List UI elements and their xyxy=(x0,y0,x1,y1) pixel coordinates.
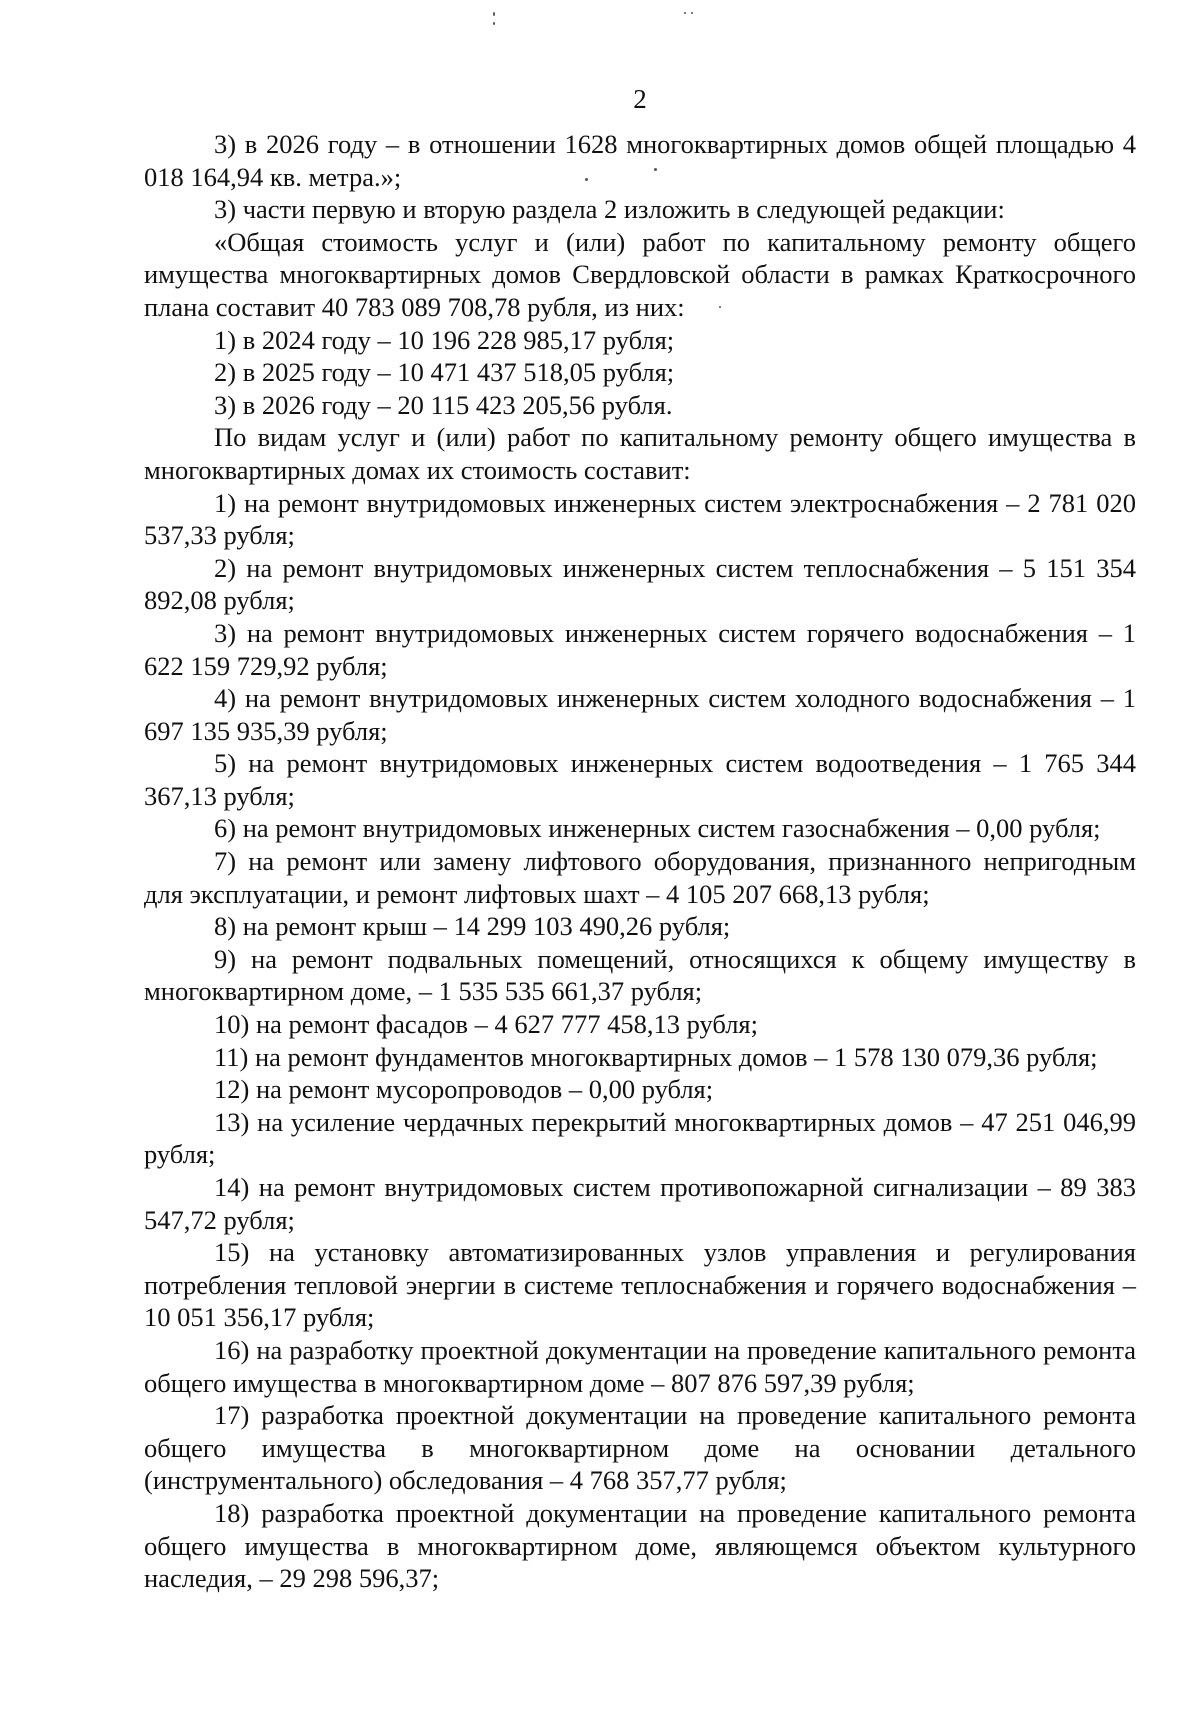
paragraph: 4) на ремонт внутридомовых инженерных систем холодного водоснабжения – 1 697 135 935,39 рубля; xyxy=(144,683,1136,746)
paragraph: 3) части первую и вторую раздела 2 изложить в следующей редакции: xyxy=(214,194,1005,225)
paragraph: 6) на ремонт внутридомовых инженерных систем газоснабжения – 0,00 рубля; xyxy=(214,813,1101,844)
scan-speck xyxy=(691,12,693,14)
paragraph: 7) на ремонт или замену лифтового оборудования, признанного непригодным для эксплуатации, и ремонт лифтовых шахт – 4 105 207 668,13 рубля; xyxy=(144,846,1136,909)
paragraph: 1) в 2024 году – 10 196 228 985,17 рубля; xyxy=(214,324,675,355)
paragraph: 8) на ремонт крыш – 14 299 103 490,26 рубля; xyxy=(214,911,731,942)
paragraph: 12) на ремонт мусоропроводов – 0,00 рубля; xyxy=(214,1074,714,1105)
paragraph: 3) на ремонт внутридомовых инженерных систем горячего водоснабжения – 1 622 159 729,92 рубля; xyxy=(144,617,1136,681)
paragraph: 13) на усиление чердачных перекрытий многоквартирных домов – 47 251 046,99 рубля; xyxy=(144,1106,1136,1170)
paragraph: 5) на ремонт внутридомовых инженерных систем водоотведения – 1 765 344 367,13 рубля; xyxy=(144,748,1136,811)
paragraph: 3) в 2026 году – в отношении 1628 многоквартирных домов общей площадью 4 018 164,94 кв. метра.»; xyxy=(144,129,1136,192)
paragraph: 14) на ремонт внутридомовых систем противопожарной сигнализации – 89 383 547,72 рубля; xyxy=(144,1172,1136,1235)
scan-speck xyxy=(493,12,495,16)
paragraph: 15) на установку автоматизированных узлов управления и регулирования потребления тепловой энергии в системе теплоснабжения и горячего водоснабжения – 10 051 356,17 рубля; xyxy=(144,1237,1136,1333)
page-number: 2 xyxy=(633,84,647,114)
paragraph: 17) разработка проектной документации на проведение капитального ремонта общего имущества в многоквартирном доме на основании детального (инструментального) обследования – 4 768 357,77 рубля; xyxy=(144,1400,1136,1496)
paragraph: 11) на ремонт фундаментов многоквартирных домов – 1 578 130 079,36 рубля; xyxy=(214,1041,1098,1072)
paragraph: 2) на ремонт внутридомовых инженерных систем теплоснабжения – 5 151 354 892,08 рубля; xyxy=(144,552,1136,616)
paragraph: По видам услуг и (или) работ по капитальному ремонту общего имущества в многоквартирных домах их стоимость составит: xyxy=(144,422,1136,485)
paragraph: «Общая стоимость услуг и (или) работ по капитальному ремонту общего имущества многоквартирных домов Свердловской области в рамках Краткосрочного плана составит 40 783 089 708,78 рубля, из них: xyxy=(144,226,1136,322)
paragraph: 2) в 2025 году – 10 471 437 518,05 рубля; xyxy=(214,357,675,388)
paragraph: 16) на разработку проектной документации на проведение капитального ремонта общего имущества в многоквартирном доме – 807 876 597,39 рубля; xyxy=(144,1334,1136,1398)
paragraph: 9) на ремонт подвальных помещений, относящихся к общему имуществу в многоквартирном доме, – 1 535 535 661,37 рубля; xyxy=(144,943,1136,1007)
paragraph: 18) разработка проектной документации на проведение капитального ремонта общего имущества в многоквартирном доме, являющемся объектом культурного наследия, – 29 298 596,37; xyxy=(144,1497,1136,1594)
paragraph: 1) на ремонт внутридомовых инженерных систем электроснабжения – 2 781 020 537,33 рубля; xyxy=(144,487,1136,551)
paragraph: 10) на ремонт фасадов – 4 627 777 458,13 рубля; xyxy=(214,1009,758,1040)
scan-speck xyxy=(493,22,495,25)
paragraph: 3) в 2026 году – 20 115 423 205,56 рубля. xyxy=(214,389,673,420)
document-body xyxy=(144,128,1136,1595)
scan-speck xyxy=(684,12,686,14)
